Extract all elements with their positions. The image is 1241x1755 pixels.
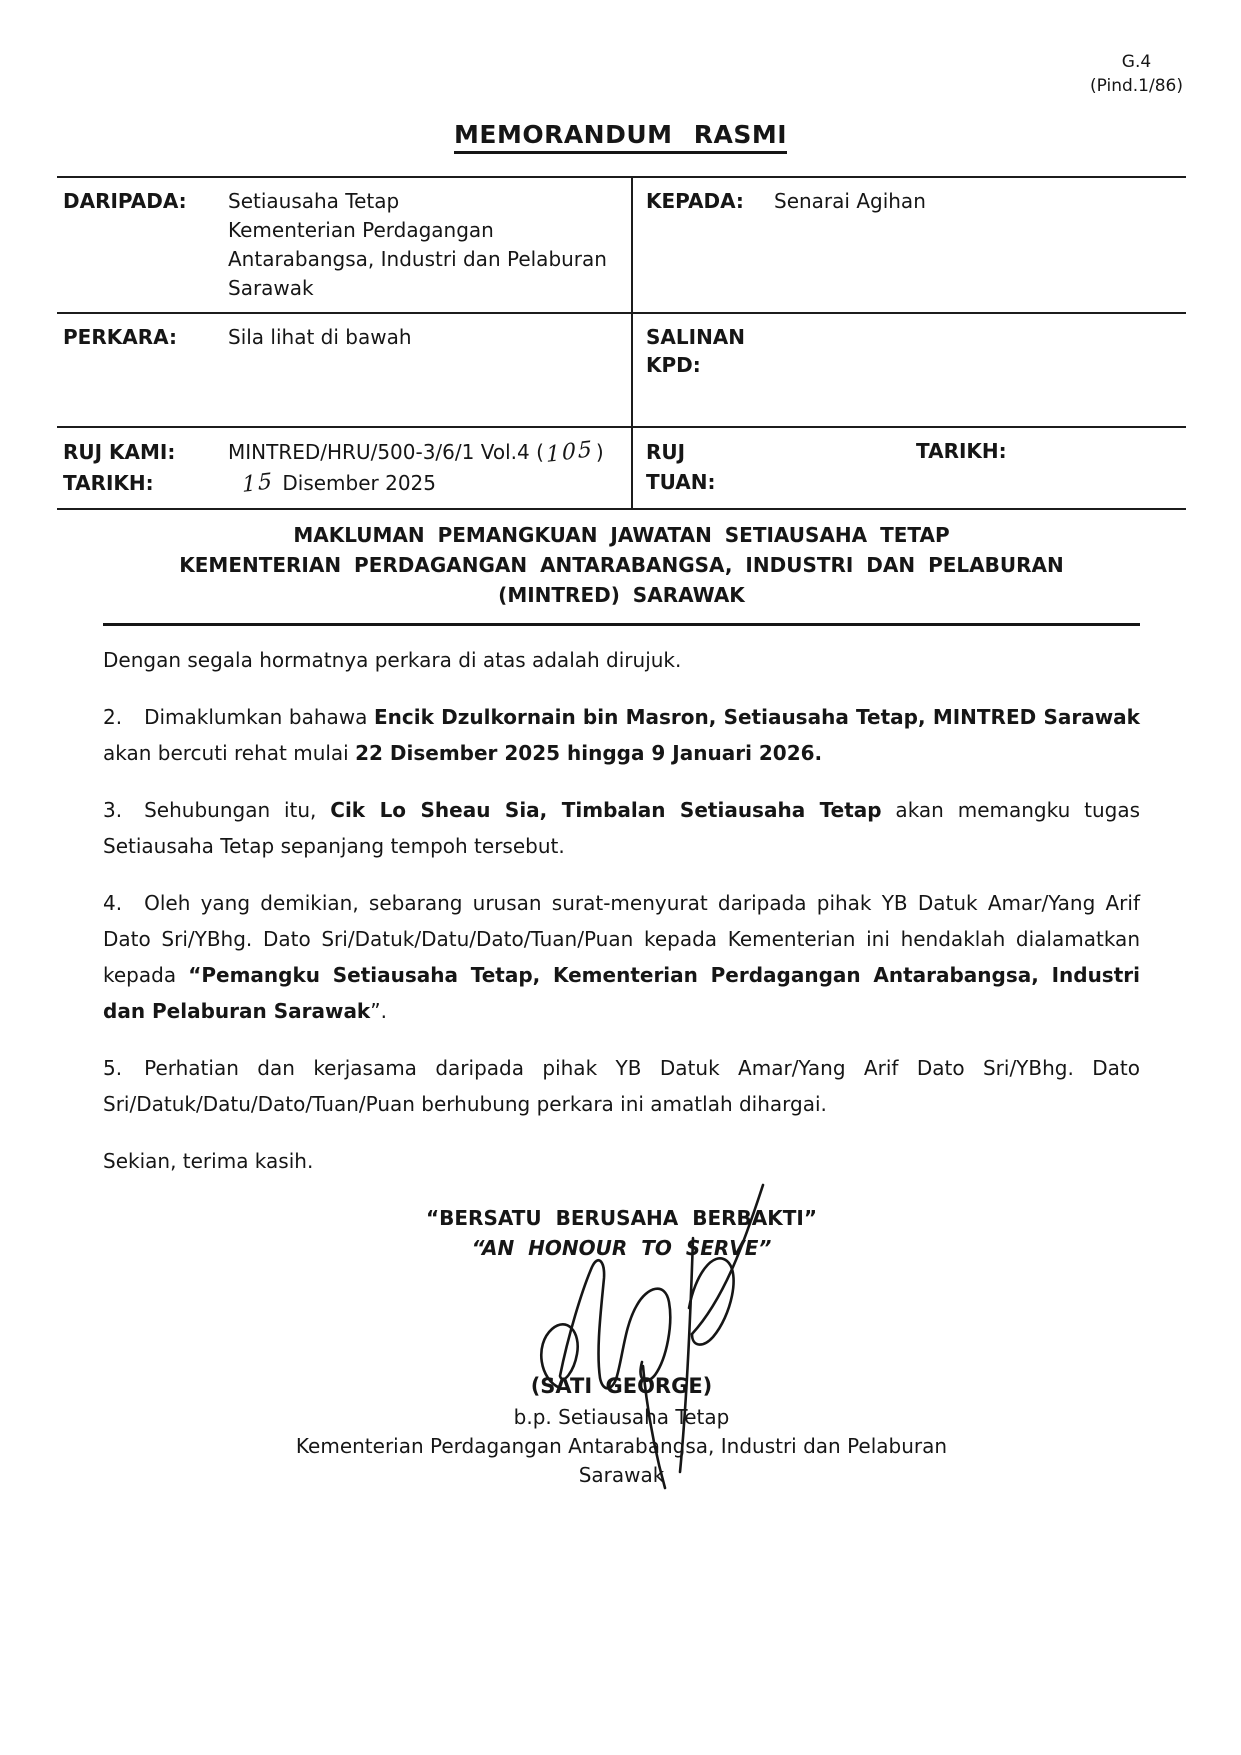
ruj-kami-value: [228, 437, 604, 468]
tarikh-right-label: TARIKH:: [916, 439, 1007, 463]
cell-kepada: [631, 178, 1186, 312]
paragraph-4-number: 4.: [103, 891, 123, 915]
paragraph-4-text: Oleh yang demikian, sebarang urusan surat-menyurat daripada pihak YB Datuk Amar/Yang Arif Dato Sri/YBhg. Dato Sri/Datuk/Datu/Dato/Tuan/Puan kepada Kementerian ini hendaklah dialamatkan kepada: [103, 891, 1140, 987]
memo-body: [103, 642, 1140, 1200]
subject-line2: KEMENTERIAN PERDAGANGAN ANTARABANGSA, INDUSTRI DAN PELABURAN: [179, 553, 1064, 577]
cell-ruj-tuan: [631, 428, 1186, 508]
ruj-kami-suffix: ): [595, 440, 604, 464]
ruj-kami-prefix: MINTRED/HRU/500-3/6/1 Vol.4 (: [228, 440, 544, 464]
motto-block: [103, 1203, 1140, 1263]
paragraph-3-text2: akan memangku tugas Setiausaha Tetap sepanjang tempoh tersebut.: [103, 798, 1140, 858]
kepada-value: Senarai Agihan: [774, 189, 926, 213]
tarikh-value: [228, 468, 436, 499]
perkara-value: Sila lihat di bawah: [228, 325, 412, 349]
memo-header-table: [57, 176, 1186, 510]
subject-line3: (MINTRED) SARAWAK: [498, 583, 745, 607]
closing-line: [103, 1143, 1140, 1179]
table-row-ref-date: [57, 426, 1186, 508]
kepada-label: KEPADA:: [646, 189, 744, 213]
table-row-from-to: [57, 178, 1186, 312]
ruj-kami-label: RUJ KAMI:: [63, 440, 176, 464]
signoff-on-behalf: b.p. Setiausaha Tetap: [513, 1405, 730, 1429]
form-code-revision: (Pind.1/86): [1089, 76, 1183, 96]
cell-daripada: [57, 178, 631, 312]
tarikh-handwritten-day: 15: [241, 468, 275, 499]
tarikh-month-year: Disember 2025: [282, 471, 437, 495]
motto-malay: “BERSATU BERUSAHA BERBAKTI”: [426, 1206, 817, 1230]
daripada-value: [228, 187, 607, 303]
cell-salinan-kpd: [631, 314, 1186, 426]
paragraph-3-bold-name: Cik Lo Sheau Sia, Timbalan Setiausaha Tetap: [330, 798, 882, 822]
paragraph-2-bold-name: Encik Dzulkornain bin Masron, Setiausaha Tetap, MINTRED Sarawak: [374, 705, 1140, 729]
motto-english: “AN HONOUR TO SERVE”: [471, 1236, 772, 1260]
signoff-state: Sarawak: [578, 1463, 665, 1487]
paragraph-3: [103, 792, 1140, 864]
paragraph-2-text: Dimaklumkan bahawa: [144, 705, 375, 729]
paragraph-4-text2: ”.: [370, 999, 387, 1023]
perkara-label: PERKARA:: [63, 325, 177, 349]
form-code-number: G.4: [1121, 52, 1152, 72]
cell-perkara: [57, 314, 631, 426]
paragraph-4-bold-address: “Pemangku Setiausaha Tetap, Kementerian Perdagangan Antarabangsa, Industri dan Pelaburan Sarawak: [103, 963, 1140, 1023]
salinan-label-line1: SALINAN: [646, 325, 746, 349]
paragraph-3-text: Sehubungan itu,: [144, 798, 331, 822]
subject-heading: [103, 520, 1140, 626]
ruj-kami-handwritten-number: 105: [545, 437, 594, 468]
daripada-line3: Antarabangsa, Industri dan Pelaburan: [228, 247, 607, 271]
daripada-line4: Sarawak: [228, 276, 314, 300]
paragraph-5: [103, 1050, 1140, 1122]
paragraph-3-number: 3.: [103, 798, 123, 822]
document-title-text: MEMORANDUM RASMI: [454, 120, 787, 154]
form-code: [1090, 50, 1183, 98]
paragraph-2-number: 2.: [103, 705, 123, 729]
closing-text: Sekian, terima kasih.: [103, 1149, 314, 1173]
paragraph-2-bold-dates: 22 Disember 2025 hingga 9 Januari 2026.: [355, 741, 823, 765]
tarikh-label: TARIKH:: [63, 471, 154, 495]
daripada-label: DARIPADA:: [63, 189, 187, 213]
daripada-line2: Kementerian Perdagangan: [228, 218, 494, 242]
document-title: [0, 120, 1241, 154]
signoff-ministry: Kementerian Perdagangan Antarabangsa, Industri dan Pelaburan: [295, 1434, 948, 1458]
subject-line1: MAKLUMAN PEMANGKUAN JAWATAN SETIAUSAHA TETAP: [293, 523, 950, 547]
signatory-name: (SATI GEORGE): [530, 1374, 713, 1398]
salinan-label-line2: KPD:: [646, 353, 701, 377]
paragraph-5-number: 5.: [103, 1056, 123, 1080]
ruj-tuan-label-line1: RUJ: [646, 440, 686, 464]
paragraph-2: [103, 699, 1140, 771]
paragraph-5-text: Perhatian dan kerjasama daripada pihak YB Datuk Amar/Yang Arif Dato Sri/YBhg. Dato Sri/Datuk/Datu/Dato/Tuan/Puan berhubung perkara ini amatlah dihargai.: [103, 1056, 1140, 1116]
signoff-block: [103, 1372, 1140, 1490]
paragraph-2-text2: akan bercuti rehat mulai: [103, 741, 356, 765]
daripada-line1: Setiausaha Tetap: [228, 189, 400, 213]
ruj-tuan-label-line2: TUAN:: [646, 470, 716, 494]
paragraph-4: [103, 885, 1140, 1029]
table-row-subject-copy: [57, 312, 1186, 426]
cell-ruj-kami-tarikh: [57, 428, 631, 508]
paragraph-1-text: Dengan segala hormatnya perkara di atas adalah dirujuk.: [103, 648, 682, 672]
paragraph-1: [103, 642, 1140, 678]
